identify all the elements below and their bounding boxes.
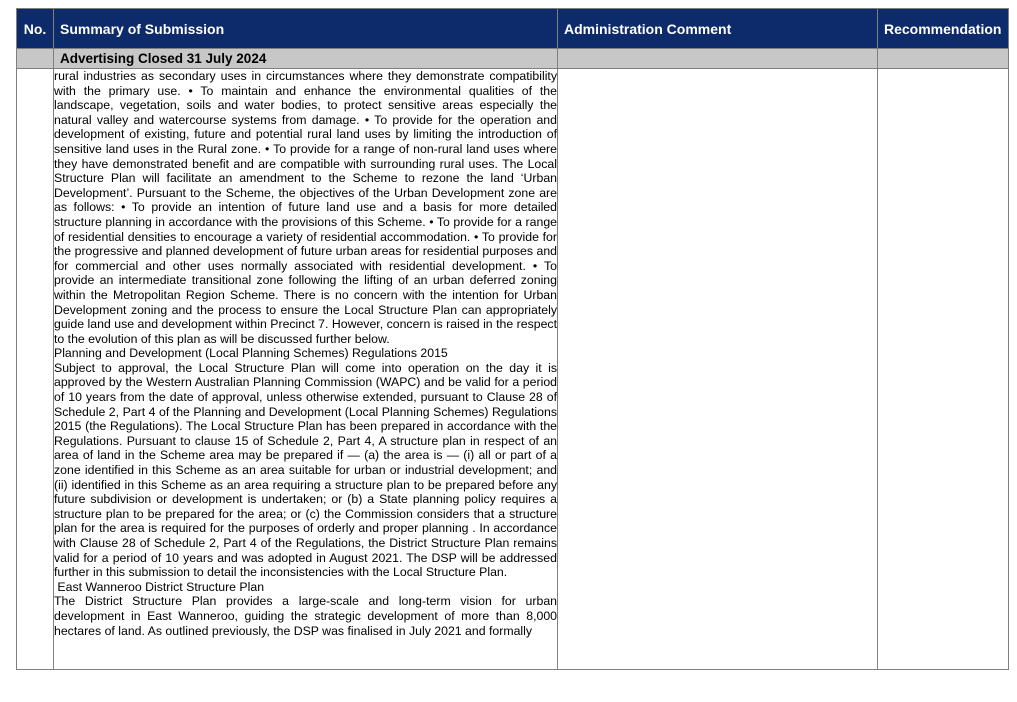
submissions-table [16,8,1009,670]
table-header-row [17,9,1009,49]
section-label: Advertising Closed 31 July 2024 [60,51,267,66]
summary-cell [54,69,558,670]
header-summary: Summary of Submission [54,9,558,49]
section-admin-cell [558,49,878,69]
summary-paragraph-regulations: Subject to approval, the Local Structure Plan will come into operation on the day it is approved by the Western Australian Planning Commission (WAPC) and be valid for a period of 10 years from the date of approval, unless otherwise extended, pursuant to Clause 28 of Schedule 2, Part 4 of the Planning and Development (Local Planning Schemes) Regulations 2015 (the Regulations). The Local Structure Plan has been prepared in accordance with the Regulations. Pursuant to clause 15 of Schedule 2, Part 4, A structure plan in respect of an area of land in the Scheme area may be prepared if — (a) the area is — (i) all or part of a zone identified in this Scheme as an area suitable for urban or industrial development; and (ii) identified in this Scheme as an area requiring a structure plan to be prepared before any future subdivision or development is undertaken; or (b) a State planning policy requires a structure plan to be prepared for the area; or (c) the Commission considers that a structure plan for the area is required for the purposes of orderly and proper planning . In accordance with Clause 28 of Schedule 2, Part 4 of the Regulations, the District Structure Plan remains valid for a period of 10 years and was adopted in August 2021. The DSP will be addressed further in this submission to detail the inconsistencies with the Local Structure Plan. [54,360,557,580]
row-no-cell [17,69,54,670]
table-row [17,69,1009,670]
admin-comment-cell [558,69,878,670]
summary-paragraph-zoning: rural industries as secondary uses in circumstances where they demonstrate compatibility with the primary use. • To maintain and enhance the environmental qualities of the landscape, vegetation, soils and water bodies, to protect sensitive areas especially the natural valley and watercourse systems from damage. • To provide for the operation and development of existing, future and potential rural land uses by limiting the introduction of sensitive land uses in the Rural zone. • To provide for a range of non-rural land uses where they have demonstrated benefit and are compatible with surrounding rural uses. The Local Structure Plan will facilitate an amendment to the Scheme to rezone the land ‘Urban Development’. Pursuant to the Scheme, the objectives of the Urban Development zone are as follows: • To provide an intention of future land use and a basis for more detailed structure planning in accordance with the provisions of this Scheme. • To provide for a range of residential densities to encourage a variety of residential accommodation. • To provide for the progressive and planned development of future urban areas for residential purposes and for commercial and other uses normally associated with residential development. • To provide an intermediate transitional zone following the lifting of an urban deferred zoning within the Metropolitan Region Scheme. There is no concern with the intention for Urban Development zoning and the process to ensure the Local Structure Plan can appropriately guide land use and development within Precinct 7. However, concern is raised in the respect to the evolution of this plan as will be discussed further below. [54,69,557,346]
section-row [17,49,1009,69]
section-no-cell [17,49,54,69]
section-recommendation-cell [878,49,1009,69]
section-label-cell [54,49,558,69]
header-recommendation: Recommendation [878,9,1009,49]
summary-heading-dsp: East Wanneroo District Structure Plan [54,579,265,594]
recommendation-cell [878,69,1009,670]
header-no: No. [17,9,54,49]
summary-paragraph-dsp: The District Structure Plan provides a large-scale and long-term vision for urban development in East Wanneroo, guiding the strategic development of more than 8,000 hectares of land. As outlined previously, the DSP was finalised in July 2021 and formally [54,594,557,638]
summary-heading-regulations: Planning and Development (Local Planning Schemes) Regulations 2015 [54,346,448,361]
header-admin-comment: Administration Comment [558,9,878,49]
